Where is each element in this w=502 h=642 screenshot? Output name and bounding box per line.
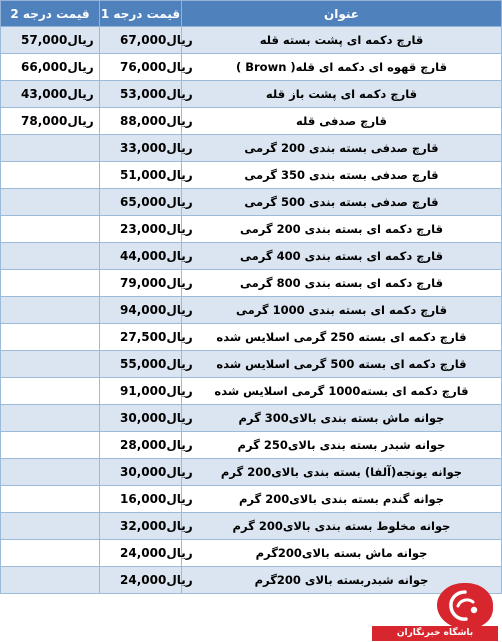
- title-cell: قارچ دکمه ای پشت باز قله: [182, 81, 502, 108]
- price2-cell: [1, 189, 100, 216]
- price1-cell: 76,000ریال: [100, 54, 182, 81]
- title-cell: جوانه شبدربسته بالای 200گرم: [182, 567, 502, 594]
- price1-cell: 30,000ریال: [100, 405, 182, 432]
- title-cell: جوانه مخلوط بسته بندی بالای200 گرم: [182, 513, 502, 540]
- title-cell: قارچ صدفی بسته بندی 500 گرمی: [182, 189, 502, 216]
- title-cell: قارچ دکمه ای بسته1000 گرمی اسلایس شده: [182, 378, 502, 405]
- table-row: [1, 432, 502, 459]
- price2-cell: [1, 540, 100, 567]
- price1-cell: 32,000ریال: [100, 513, 182, 540]
- table-row: [1, 567, 502, 594]
- table-row: [1, 540, 502, 567]
- price2-cell: [1, 324, 100, 351]
- price2-cell: [1, 135, 100, 162]
- table-row: [1, 324, 502, 351]
- title-cell: قارچ دکمه ای بسته 500 گرمی اسلایس شده: [182, 351, 502, 378]
- table-row: [1, 135, 502, 162]
- title-cell: قارچ دکمه ای بسته بندی 800 گرمی: [182, 270, 502, 297]
- table-row: [1, 459, 502, 486]
- price1-cell: 51,000ریال: [100, 162, 182, 189]
- price1-cell: 65,000ریال: [100, 189, 182, 216]
- price1-cell: 24,000ریال: [100, 567, 182, 594]
- title-cell: جوانه ماش بسته بالای200گرم: [182, 540, 502, 567]
- price2-cell: [1, 243, 100, 270]
- title-cell: قارچ دکمه ای بسته بندی 200 گرمی: [182, 216, 502, 243]
- price1-cell: 30,000ریال: [100, 459, 182, 486]
- price2-cell: 66,000ریال: [1, 54, 100, 81]
- price1-cell: 24,000ریال: [100, 540, 182, 567]
- title-cell: قارچ دکمه ای بسته بندی 1000 گرمی: [182, 297, 502, 324]
- table-row: [1, 162, 502, 189]
- price2-cell: 57,000ریال: [1, 27, 100, 54]
- price2-cell: [1, 405, 100, 432]
- table-row: [1, 54, 502, 81]
- price2-cell: [1, 162, 100, 189]
- title-cell: قارچ قهوه ای دکمه ای قله( Brown ): [182, 54, 502, 81]
- table-row: [1, 405, 502, 432]
- table-row: [1, 297, 502, 324]
- table-row: [1, 351, 502, 378]
- price2-cell: [1, 270, 100, 297]
- price2-cell: 43,000ریال: [1, 81, 100, 108]
- price1-cell: 94,000ریال: [100, 297, 182, 324]
- price1-cell: 55,000ریال: [100, 351, 182, 378]
- price2-cell: [1, 378, 100, 405]
- table-row: [1, 378, 502, 405]
- price2-cell: [1, 216, 100, 243]
- table-row: [1, 486, 502, 513]
- title-cell: جوانه ماش بسته بندی بالای300 گرم: [182, 405, 502, 432]
- price2-header: قیمت درجه 2: [1, 1, 100, 27]
- table-row: [1, 513, 502, 540]
- price1-cell: 16,000ریال: [100, 486, 182, 513]
- price2-cell: 78,000ریال: [1, 108, 100, 135]
- price1-cell: 28,000ریال: [100, 432, 182, 459]
- price1-cell: 79,000ریال: [100, 270, 182, 297]
- price2-cell: [1, 513, 100, 540]
- price1-cell: 27,500ریال: [100, 324, 182, 351]
- table-row: [1, 81, 502, 108]
- table-row: [1, 270, 502, 297]
- title-cell: قارچ صدفی قله: [182, 108, 502, 135]
- table-row: [1, 189, 502, 216]
- price2-cell: [1, 567, 100, 594]
- title-cell: قارچ صدفی بسته بندی 200 گرمی: [182, 135, 502, 162]
- price2-cell: [1, 432, 100, 459]
- title-cell: جوانه یونجه(آلفا) بسته بندی بالای200 گرم: [182, 459, 502, 486]
- price1-cell: 67,000ریال: [100, 27, 182, 54]
- price1-cell: 53,000ریال: [100, 81, 182, 108]
- price1-cell: 88,000ریال: [100, 108, 182, 135]
- header-row: [1, 1, 502, 27]
- price1-cell: 44,000ریال: [100, 243, 182, 270]
- price1-cell: 23,000ریال: [100, 216, 182, 243]
- table-row: [1, 216, 502, 243]
- price2-cell: [1, 297, 100, 324]
- price2-cell: [1, 486, 100, 513]
- table-row: [1, 108, 502, 135]
- price1-cell: 33,000ریال: [100, 135, 182, 162]
- price2-cell: [1, 351, 100, 378]
- price1-header: قیمت درجه 1: [100, 1, 182, 27]
- title-cell: جوانه گندم بسته بندی بالای200 گرم: [182, 486, 502, 513]
- title-cell: قارچ دکمه ای بسته 250 گرمی اسلایس شده: [182, 324, 502, 351]
- title-cell: قارچ صدفی بسته بندی 350 گرمی: [182, 162, 502, 189]
- table-row: [1, 243, 502, 270]
- title-cell: قارچ دکمه ای بسته بندی 400 گرمی: [182, 243, 502, 270]
- price2-cell: [1, 459, 100, 486]
- news-logo-icon: [437, 583, 493, 629]
- price1-cell: 91,000ریال: [100, 378, 182, 405]
- title-header: عنوان: [182, 1, 502, 27]
- title-cell: قارچ دکمه ای پشت بسته قله: [182, 27, 502, 54]
- table-row: [1, 27, 502, 54]
- title-cell: جوانه شبدر بسته بندی بالای250 گرم: [182, 432, 502, 459]
- brand-watermark: باشگاه خبرنگاران: [372, 626, 498, 641]
